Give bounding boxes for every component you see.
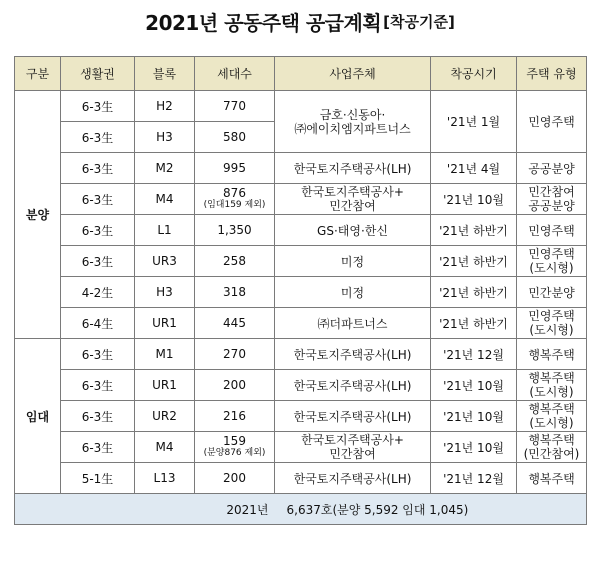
- type-text: 행복주택 (민간참여): [523, 433, 580, 461]
- cell-zone: 6-3生: [61, 184, 135, 215]
- cell-block: UR1: [135, 370, 195, 401]
- cell-developer: [275, 432, 431, 463]
- cell-type: [517, 370, 587, 401]
- cell-type: 행복주택: [517, 463, 587, 494]
- cell-start: '21년 10월: [431, 184, 517, 215]
- cell-start: '21년 하반기: [431, 246, 517, 277]
- cell-developer: 미정: [275, 246, 431, 277]
- cell-type: [517, 308, 587, 339]
- cell-block: M1: [135, 339, 195, 370]
- header-block: 블록: [135, 57, 195, 91]
- table-row: [15, 91, 587, 122]
- cell-block: M2: [135, 153, 195, 184]
- table-row: [15, 339, 587, 370]
- cell-start: '21년 4월: [431, 153, 517, 184]
- cell-type: 행복주택: [517, 339, 587, 370]
- type-text: 행복주택 (도시형): [528, 402, 575, 430]
- header-units: 세대수: [195, 57, 275, 91]
- cell-block: L1: [135, 215, 195, 246]
- cell-zone: 6-3生: [61, 339, 135, 370]
- table-row: [15, 463, 587, 494]
- cell-block: H3: [135, 277, 195, 308]
- cell-developer: 한국토지주택공사(LH): [275, 153, 431, 184]
- cell-zone: 4-2生: [61, 277, 135, 308]
- cell-type: 민영주택: [517, 91, 587, 153]
- page-title: [0, 0, 600, 42]
- cell-developer: 한국토지주택공사(LH): [275, 339, 431, 370]
- cell-type: [517, 184, 587, 215]
- units-value: 159: [223, 434, 246, 448]
- type-text: 민간참여 공공분양: [528, 185, 575, 213]
- cell-start: '21년 10월: [431, 401, 517, 432]
- cell-units: 200: [195, 463, 275, 494]
- title-sub: [착공기준]: [383, 12, 455, 31]
- cell-start: '21년 1월: [431, 91, 517, 153]
- cell-units: 258: [195, 246, 275, 277]
- cell-zone: 6-3生: [61, 153, 135, 184]
- header-zone: 생활권: [61, 57, 135, 91]
- cell-block: UR2: [135, 401, 195, 432]
- table-row: [15, 432, 587, 463]
- units-note: (분양876 제외): [203, 448, 266, 458]
- cell-developer: 한국토지주택공사(LH): [275, 370, 431, 401]
- cell-type: 민간분양: [517, 277, 587, 308]
- cell-block: UR1: [135, 308, 195, 339]
- cell-type: [517, 432, 587, 463]
- cell-type: [517, 246, 587, 277]
- table-row: [15, 184, 587, 215]
- cell-units: 216: [195, 401, 275, 432]
- cell-start: '21년 하반기: [431, 277, 517, 308]
- cell-units: [195, 432, 275, 463]
- category-rent: 임대: [15, 339, 61, 494]
- cell-developer: 한국토지주택공사(LH): [275, 401, 431, 432]
- cell-zone: 6-3生: [61, 246, 135, 277]
- type-text: 민영주택 (도시형): [528, 309, 575, 337]
- cell-zone: 6-3生: [61, 432, 135, 463]
- units-note: (임대159 제외): [203, 200, 266, 210]
- cell-developer: [275, 91, 431, 153]
- total-spacer: [15, 494, 195, 525]
- cell-zone: 6-3生: [61, 91, 135, 122]
- table-row: [15, 401, 587, 432]
- developer-text: 한국토지주택공사+ 민간참여: [301, 433, 404, 461]
- table-row: [15, 246, 587, 277]
- header-start: 착공시기: [431, 57, 517, 91]
- cell-units: 770: [195, 91, 275, 122]
- cell-units: 580: [195, 122, 275, 153]
- table-row: [15, 215, 587, 246]
- cell-start: '21년 10월: [431, 432, 517, 463]
- cell-units: 270: [195, 339, 275, 370]
- cell-block: M4: [135, 184, 195, 215]
- total-text: 6,637호(분양 5,592 임대 1,045): [275, 494, 587, 525]
- total-row: [15, 494, 587, 525]
- cell-start: '21년 12월: [431, 339, 517, 370]
- header-type: 주택 유형: [517, 57, 587, 91]
- cell-start: '21년 10월: [431, 370, 517, 401]
- cell-block: L13: [135, 463, 195, 494]
- table-row: [15, 277, 587, 308]
- table-row: [15, 153, 587, 184]
- cell-start: '21년 하반기: [431, 215, 517, 246]
- cell-units: 445: [195, 308, 275, 339]
- developer-text: 한국토지주택공사+ 민간참여: [301, 185, 404, 213]
- cell-units: 1,350: [195, 215, 275, 246]
- cell-developer: 한국토지주택공사(LH): [275, 463, 431, 494]
- developer-text: 금호·신동아· ㈜에이치엠지파트너스: [294, 107, 411, 136]
- cell-zone: 5-1生: [61, 463, 135, 494]
- header-row: [15, 57, 587, 91]
- cell-block: M4: [135, 432, 195, 463]
- cell-type: [517, 401, 587, 432]
- cell-start: '21년 하반기: [431, 308, 517, 339]
- cell-units: 318: [195, 277, 275, 308]
- units-value: 876: [223, 186, 246, 200]
- cell-units: 995: [195, 153, 275, 184]
- cell-zone: 6-4生: [61, 308, 135, 339]
- cell-type: 민영주택: [517, 215, 587, 246]
- cell-developer: [275, 184, 431, 215]
- type-text: 행복주택 (도시형): [528, 371, 575, 399]
- cell-block: H2: [135, 91, 195, 122]
- cell-block: H3: [135, 122, 195, 153]
- header-developer: 사업주체: [275, 57, 431, 91]
- cell-zone: 6-3生: [61, 122, 135, 153]
- cell-block: UR3: [135, 246, 195, 277]
- cell-units: 200: [195, 370, 275, 401]
- cell-type: 공공분양: [517, 153, 587, 184]
- header-category: 구분: [15, 57, 61, 91]
- type-text: 민영주택 (도시형): [528, 247, 575, 275]
- cell-developer: 미정: [275, 277, 431, 308]
- cell-zone: 6-3生: [61, 215, 135, 246]
- supply-plan-table: [14, 56, 587, 525]
- cell-zone: 6-3生: [61, 370, 135, 401]
- cell-units: [195, 184, 275, 215]
- cell-developer: ㈜더파트너스: [275, 308, 431, 339]
- title-main: 2021년 공동주택 공급계획: [145, 10, 382, 35]
- table-row: [15, 370, 587, 401]
- total-label: 2021년: [195, 494, 275, 525]
- cell-developer: GS·태영·한신: [275, 215, 431, 246]
- category-sale: 분양: [15, 91, 61, 339]
- table-row: [15, 308, 587, 339]
- cell-start: '21년 12월: [431, 463, 517, 494]
- cell-zone: 6-3生: [61, 401, 135, 432]
